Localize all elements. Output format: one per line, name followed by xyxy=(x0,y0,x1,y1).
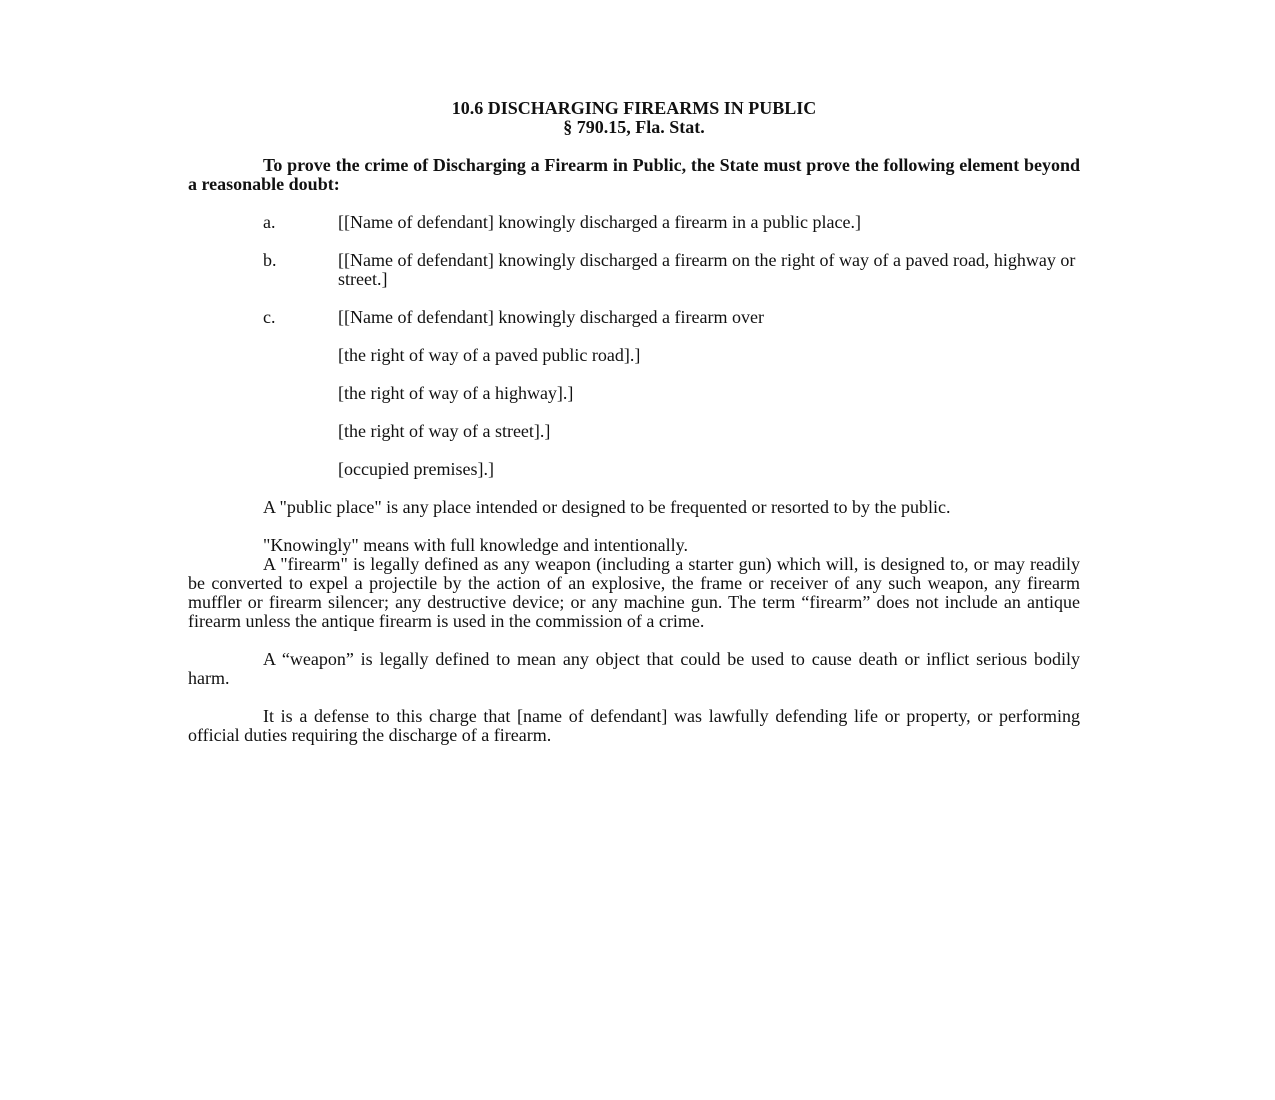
option-paved-road: [the right of way of a paved public road].] xyxy=(338,345,641,365)
title-line-1: 10.6 DISCHARGING FIREARMS IN PUBLIC xyxy=(451,98,817,118)
element-c-letter: c. xyxy=(263,307,276,327)
element-b-text: [[Name of defendant] knowingly discharged a firearm on the right of way of a paved road, highway or street.] xyxy=(338,250,1076,289)
element-a xyxy=(188,213,1080,232)
element-a-text: [[Name of defendant] knowingly discharged a firearm in a public place.] xyxy=(338,212,861,232)
element-c xyxy=(188,308,1080,327)
document-page xyxy=(188,99,1080,745)
intro-paragraph: To prove the crime of Discharging a Firearm in Public, the State must prove the following element beyond a reasonable doubt: xyxy=(188,155,1080,194)
public-place-definition: A "public place" is any place intended or designed to be frequented or resorted to by the public. xyxy=(263,497,951,517)
firearm-definition: A "firearm" is legally defined as any weapon (including a starter gun) which will, is designed to, or may readily be converted to expel a projectile by the action of an explosive, the frame or receiver of any such weapon, any firearm muffler or firearm silencer; any destructive device; or any machine gun. The term “firearm” does not include an antique firearm unless the antique firearm is used in the commission of a crime. xyxy=(188,554,1080,631)
option-occupied-premises: [occupied premises].] xyxy=(338,459,494,479)
element-b xyxy=(188,251,1080,289)
defense-paragraph: It is a defense to this charge that [name of defendant] was lawfully defending life or property, or performing official duties requiring the discharge of a firearm. xyxy=(188,706,1080,745)
element-c-text: [[Name of defendant] knowingly discharged a firearm over xyxy=(338,307,764,327)
option-street: [the right of way of a street].] xyxy=(338,421,551,441)
knowingly-definition: "Knowingly" means with full knowledge and intentionally. xyxy=(263,535,688,555)
element-a-letter: a. xyxy=(263,212,276,232)
document-title xyxy=(188,99,1080,137)
statute-citation: § 790.15, Fla. Stat. xyxy=(563,117,705,137)
weapon-definition: A “weapon” is legally defined to mean any object that could be used to cause death or inflict serious bodily harm. xyxy=(188,649,1080,688)
option-highway: [the right of way of a highway].] xyxy=(338,383,574,403)
element-b-letter: b. xyxy=(263,250,277,270)
